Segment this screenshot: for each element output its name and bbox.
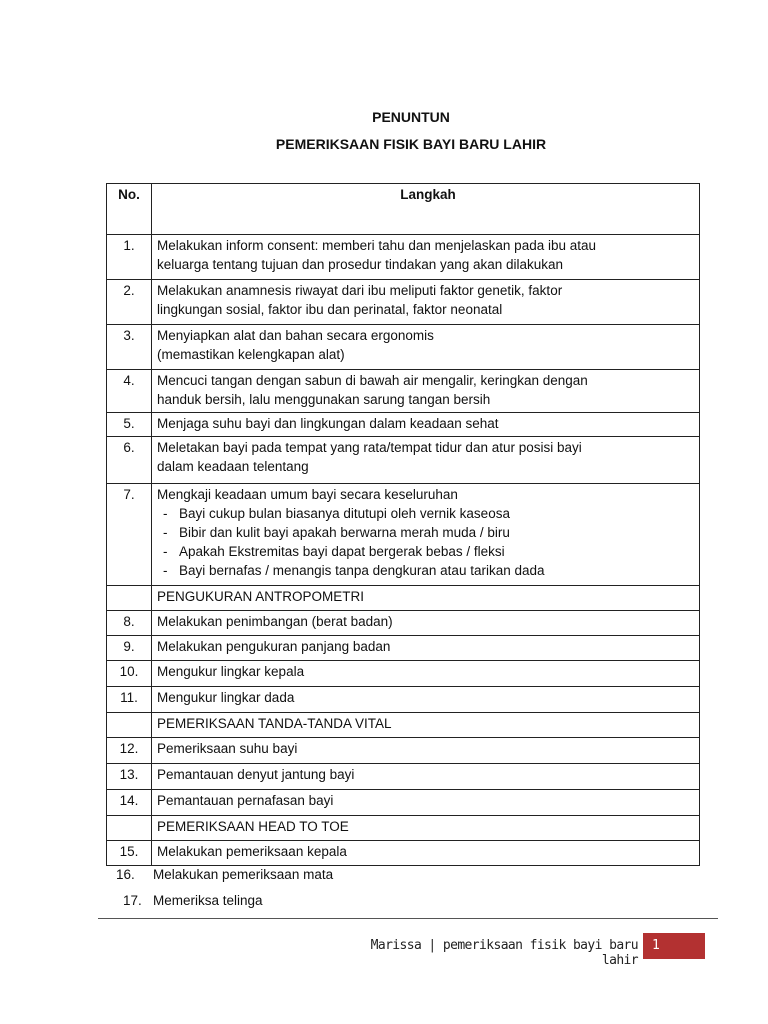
table-row	[107, 636, 700, 661]
row-no: 4.	[107, 370, 152, 413]
table-row	[107, 413, 700, 437]
row-text: Pemantauan pernafasan bayi	[152, 790, 700, 816]
row-no: 10.	[107, 661, 152, 687]
row-text: Mengkaji keadaan umum bayi secara keseluruhan - Bayi cukup bulan biasanya ditutupi oleh vernik kaseosa - Bibir dan kulit bayi apakah berwarna merah muda / biru - Apakah Ekstremitas bayi dapat bergerak bebas / fleksi - Bayi bernafas / menangis tanpa dengkuran atau tarikan dada	[152, 484, 700, 586]
table-header-row	[107, 184, 700, 235]
row-text: Pemantauan denyut jantung bayi	[152, 764, 700, 790]
table-row	[107, 687, 700, 713]
row-text: Pemeriksaan suhu bayi	[152, 738, 700, 764]
title-line-1: PENUNTUN	[372, 109, 450, 125]
row-text: Melakukan inform consent: memberi tahu dan menjelaskan pada ibu atau keluarga tentang tujuan dan prosedur tindakan yang akan dilakukan	[152, 235, 700, 280]
sub-item: - Apakah Ekstremitas bayi dapat bergerak bebas / fleksi	[163, 542, 699, 561]
row-no: 12.	[107, 738, 152, 764]
table-row	[107, 611, 700, 636]
sub-list	[157, 504, 699, 580]
row-text: Melakukan anamnesis riwayat dari ibu meliputi faktor genetik, faktor lingkungan sosial, faktor ibu dan perinatal, faktor neonatal	[152, 280, 700, 325]
row-no: 11.	[107, 687, 152, 713]
row-no: 14.	[107, 790, 152, 816]
table-row	[107, 235, 700, 280]
section-label: PEMERIKSAAN HEAD TO TOE	[152, 816, 700, 841]
table-row	[107, 484, 700, 586]
section-row	[107, 713, 700, 738]
section-label: PEMERIKSAAN TANDA-TANDA VITAL	[152, 713, 700, 738]
row-no: 9.	[107, 636, 152, 661]
outside-row-no: 16.	[116, 867, 135, 882]
outside-row-text: Memeriksa telinga	[153, 893, 263, 908]
row-text: Mencuci tangan dengan sabun di bawah air mengalir, keringkan dengan handuk bersih, lalu menggunakan sarung tangan bersih	[152, 370, 700, 413]
table-row	[107, 841, 700, 866]
header-no-label: No.	[118, 187, 140, 202]
row-no: 5.	[107, 413, 152, 437]
sub-item: - Bibir dan kulit bayi apakah berwarna merah muda / biru	[163, 523, 699, 542]
row-text: Menyiapkan alat dan bahan secara ergonomis (memastikan kelengkapan alat)	[152, 325, 700, 370]
table-row	[107, 280, 700, 325]
section-row	[107, 816, 700, 841]
row-text: Melakukan penimbangan (berat badan)	[152, 611, 700, 636]
footer-divider	[98, 918, 718, 919]
row-text: Melakukan pengukuran panjang badan	[152, 636, 700, 661]
row-no: 1.	[107, 235, 152, 280]
section-label: PENGUKURAN ANTROPOMETRI	[152, 586, 700, 611]
row-no: 15.	[107, 841, 152, 866]
title-line-2: PEMERIKSAAN FISIK BAYI BARU LAHIR	[275, 136, 547, 152]
row-no: 7.	[107, 484, 152, 586]
row-no: 13.	[107, 764, 152, 790]
table-row	[107, 370, 700, 413]
row-no: 3.	[107, 325, 152, 370]
footer-text: Marissa | pemeriksaan fisik bayi baru lahir	[370, 938, 638, 968]
section-row	[107, 586, 700, 611]
table-row	[107, 437, 700, 484]
page-number: 1	[643, 933, 705, 959]
row-text: Mengukur lingkar kepala	[152, 661, 700, 687]
row-no: 2.	[107, 280, 152, 325]
table-row	[107, 661, 700, 687]
table-row	[107, 790, 700, 816]
sub-item: - Bayi bernafas / menangis tanpa dengkuran atau tarikan dada	[163, 561, 699, 580]
row-no: 8.	[107, 611, 152, 636]
header-step	[152, 184, 700, 235]
row-text: Mengukur lingkar dada	[152, 687, 700, 713]
steps-table	[106, 183, 700, 866]
table-row	[107, 738, 700, 764]
header-no	[107, 184, 152, 235]
sub-item: - Bayi cukup bulan biasanya ditutupi oleh vernik kaseosa	[163, 504, 699, 523]
outside-row-no: 17.	[123, 893, 142, 908]
table-row	[107, 764, 700, 790]
row-text: Menjaga suhu bayi dan lingkungan dalam keadaan sehat	[152, 413, 700, 437]
outside-row-text: Melakukan pemeriksaan mata	[153, 867, 334, 882]
row-text: Melakukan pemeriksaan kepala	[152, 841, 700, 866]
table-row	[107, 325, 700, 370]
row-no: 6.	[107, 437, 152, 484]
header-step-label: Langkah	[400, 187, 456, 202]
row-text: Meletakan bayi pada tempat yang rata/tempat tidur dan atur posisi bayi dalam keadaan telentang	[152, 437, 700, 484]
